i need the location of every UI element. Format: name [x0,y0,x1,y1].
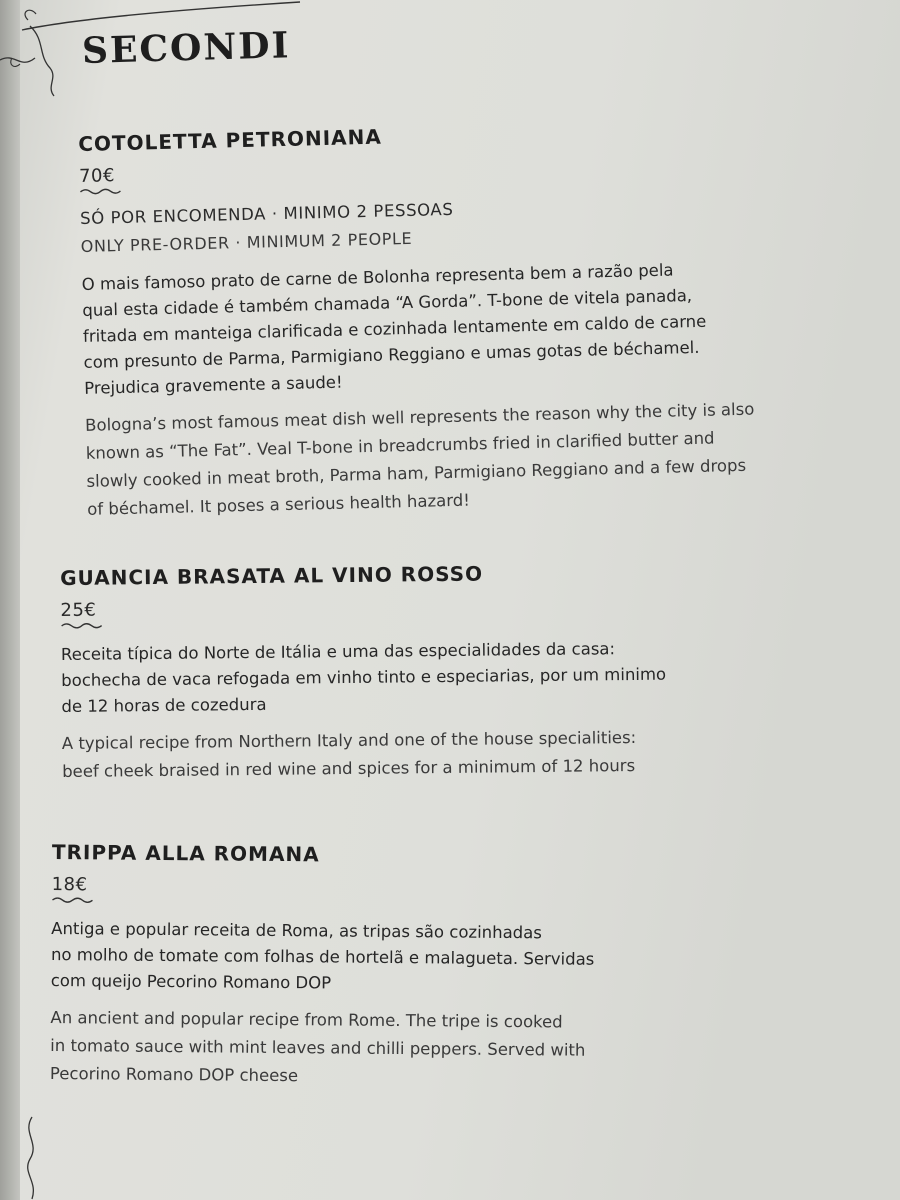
section-title: SECONDI [81,24,291,72]
description-line: Antiga e popular receita de Roma, as tripas são cozinhadas [51,918,542,943]
dish-guancia [60,558,822,786]
dish-name: COTOLETTA PETRONIANA [78,124,383,156]
description-line: An ancient and popular recipe from Rome. The tripe is cooked [50,1007,563,1032]
description-line: A typical recipe from Northern Italy and one of the house specialities: [61,727,637,753]
description-line: Pecorino Romano DOP cheese [49,1063,299,1086]
dish-trippa [50,840,812,1095]
order-note [80,187,841,260]
dish-cotoletta [78,113,847,523]
dish-price: 25€ [60,599,97,621]
description-line: in tomato sauce with mint leaves and chilli peppers. Served with [50,1035,586,1060]
description-en [62,722,823,786]
description-line: com queijo Pecorino Romano DOP [50,970,332,993]
description-line: known as “The Fat”. Veal T-bone in breadcrumbs fried in clarified butter and [85,428,715,463]
description-line: of béchamel. It poses a serious health hazard! [86,490,471,519]
description-line: bochecha de vaca refogada em vinho tinto e especiarias, por um minimo [61,664,667,690]
dish-name: GUANCIA BRASATA AL VINO ROSSO [60,561,484,590]
description-line: fritada em manteiga clarificada e cozinhada lentamente em caldo de carne [82,311,707,346]
description-line: Prejudica gravemente a saude! [84,372,343,398]
description-line: de 12 horas de cozedura [61,694,267,716]
dish-price: 70€ [78,165,116,187]
description-line: slowly cooked in meat broth, Parma ham, Parmigiano Reggiano and a few drops [86,455,747,491]
description-pt [81,253,844,402]
dish-name: TRIPPA ALLA ROMANA [51,840,320,867]
description-line: Receita típica do Norte de Itália e uma das especialidades da casa: [60,639,616,664]
dish-price: 18€ [51,873,88,896]
description-line: com presunto de Parma, Parmigiano Reggiano e umas gotas de béchamel. [83,337,700,372]
description-pt [51,916,812,1001]
vine-ornament-bottom-icon [18,1115,48,1200]
order-note-pt: SÓ POR ENCOMENDA · MINIMO 2 PESSOAS [79,199,454,228]
squiggle-underline-icon [51,896,97,904]
description-line: beef cheek braised in red wine and spices for a minimum of 12 hours [62,755,636,781]
description-line: qual esta cidade é também chamada “A Gorda”. T-bone de vitela panada, [82,286,693,320]
page-binding-shadow [0,0,20,1200]
order-note-en: ONLY PRE-ORDER · MINIMUM 2 PEOPLE [80,228,413,256]
description-pt [61,634,822,720]
squiggle-underline-icon [61,622,107,630]
description-line: Bologna’s most famous meat dish well represents the reason why the city is also [84,399,755,435]
description-en [50,1004,811,1095]
description-en [85,393,848,524]
description-line: no molho de tomate com folhas de hortelã e malagueta. Servidas [50,944,595,969]
description-line: O mais famoso prato de carne de Bolonha representa bem a razão pela [81,260,674,294]
squiggle-underline-icon [79,187,125,196]
